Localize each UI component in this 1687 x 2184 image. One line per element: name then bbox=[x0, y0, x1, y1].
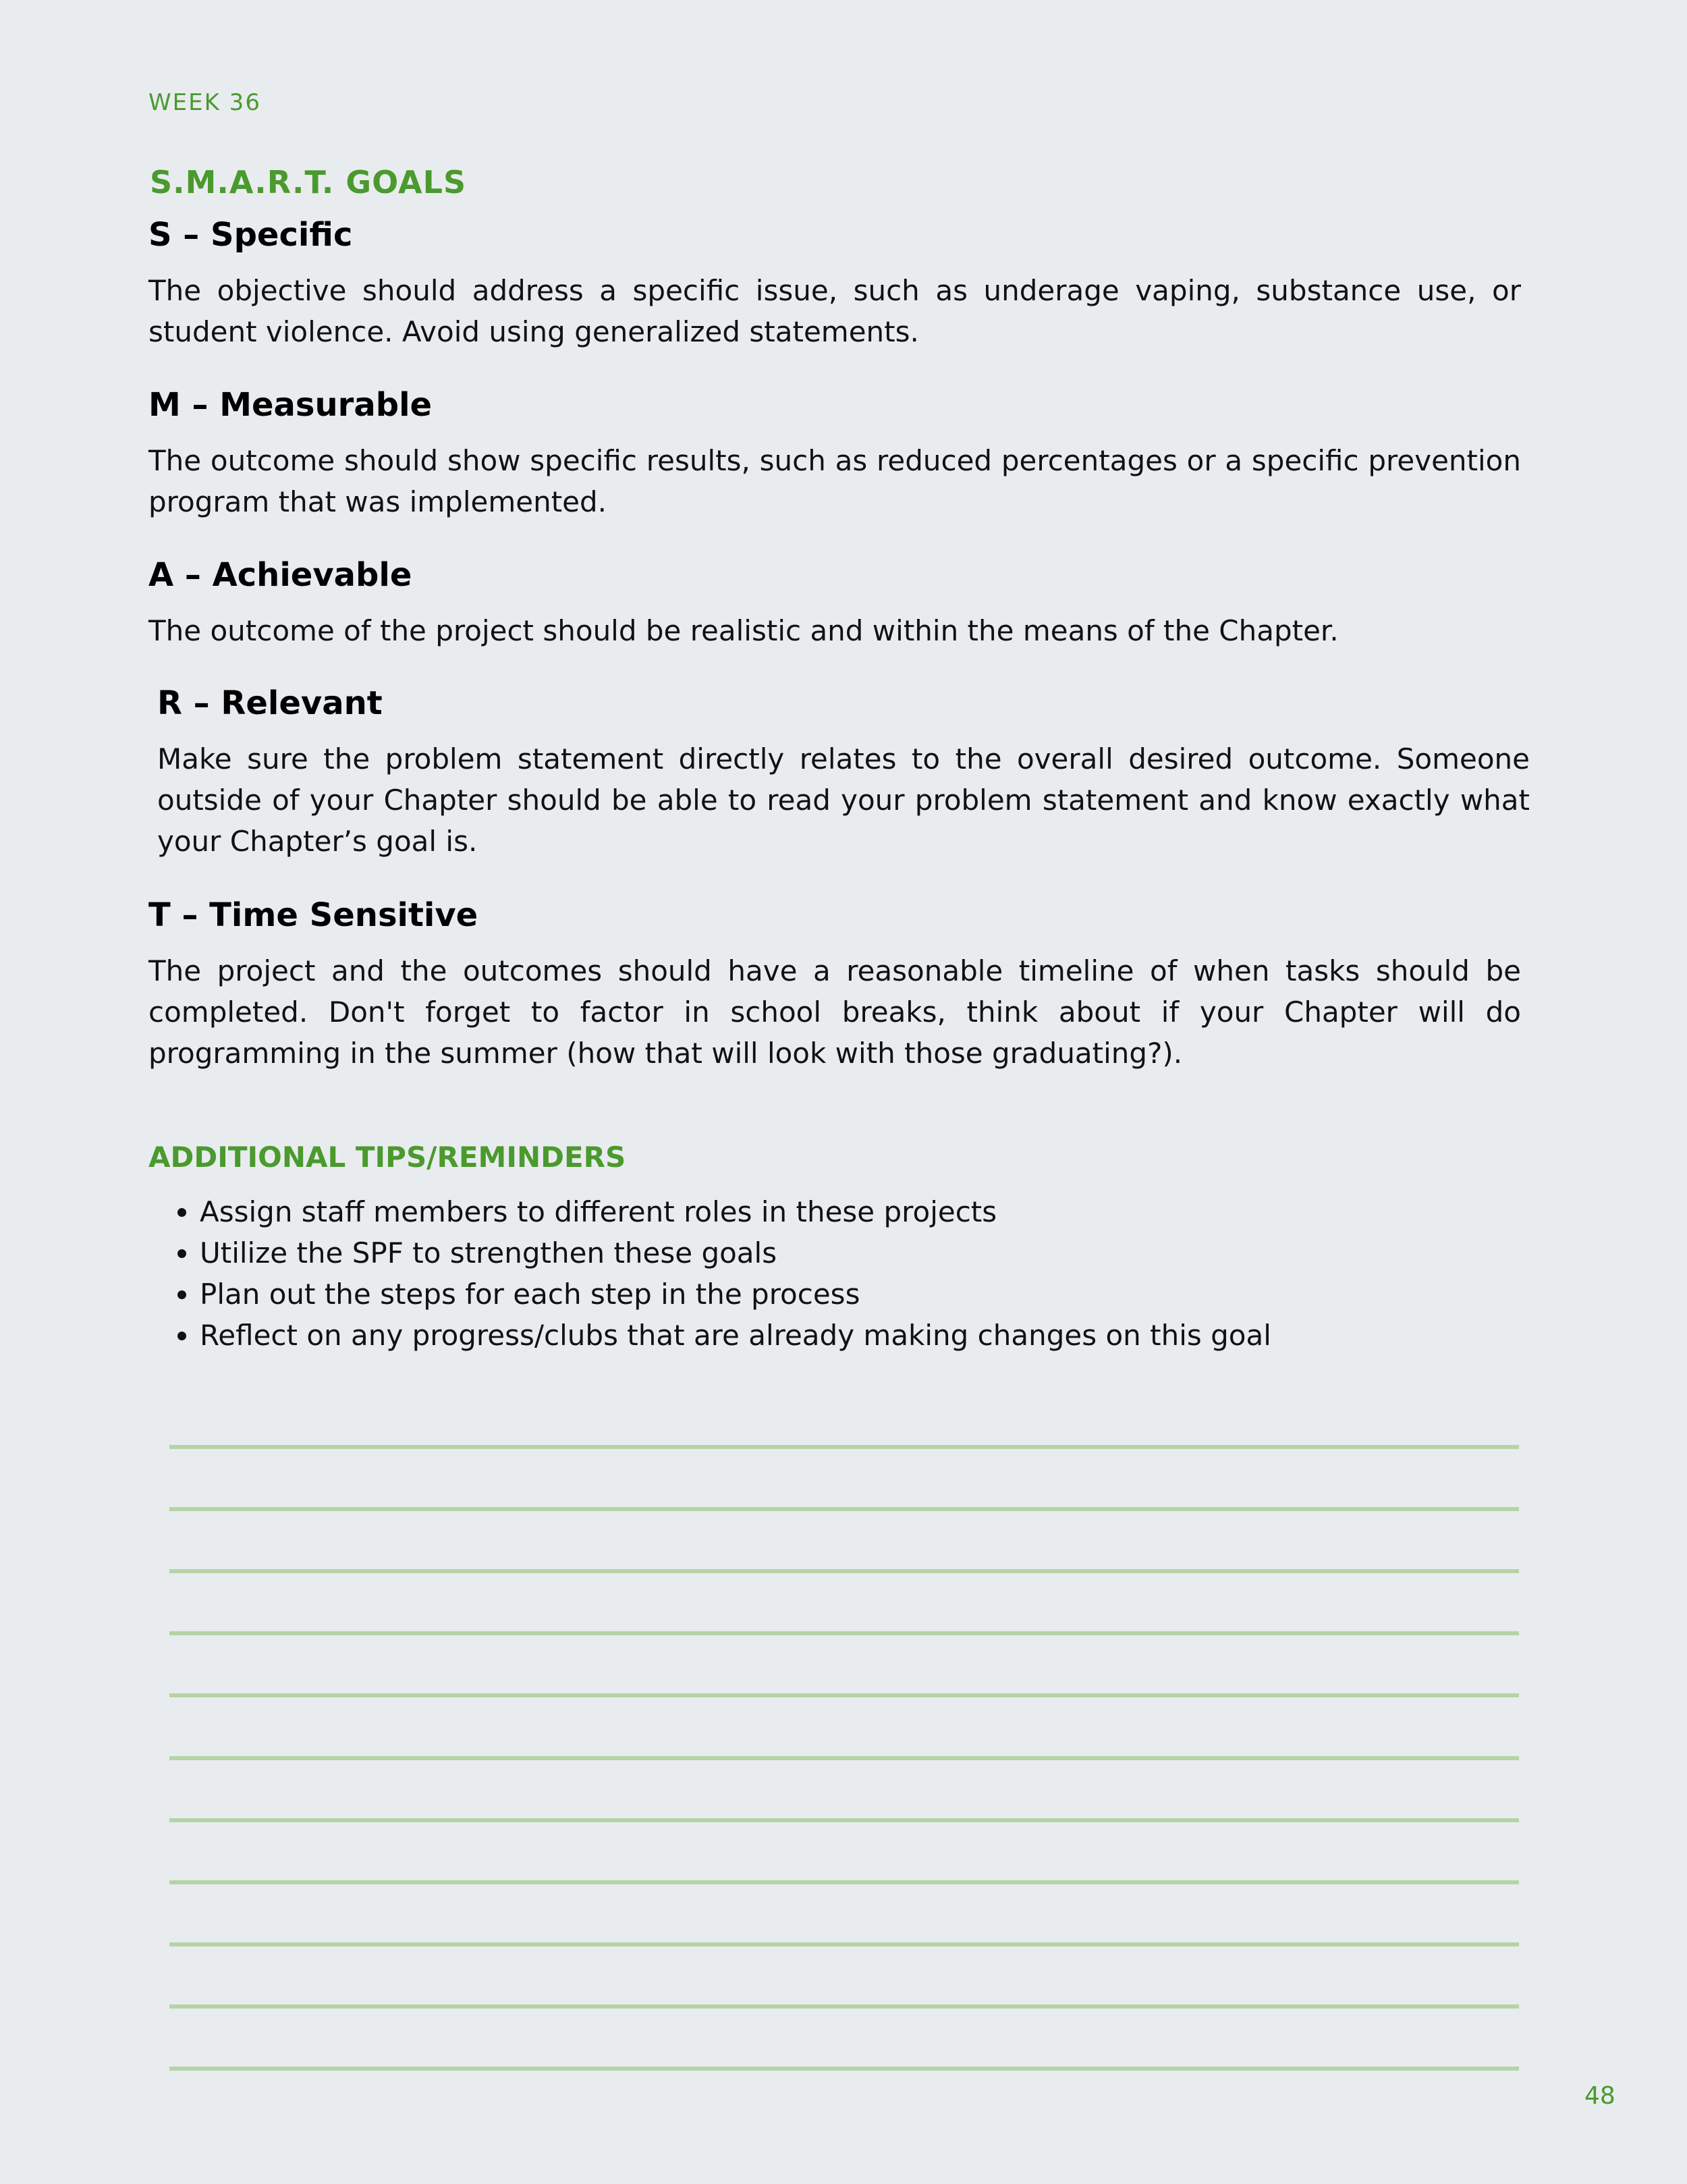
list-item: • Plan out the steps for each step in the process bbox=[200, 1274, 1549, 1315]
section-heading: M – Measurable bbox=[148, 386, 433, 424]
writing-line bbox=[169, 1507, 1519, 1511]
tips-heading: ADDITIONAL TIPS/REMINDERS bbox=[148, 1141, 626, 1174]
section-specific bbox=[148, 215, 1521, 352]
section-heading: T – Time Sensitive bbox=[148, 896, 478, 934]
list-item: • Assign staff members to different roles in these projects bbox=[200, 1191, 1549, 1232]
writing-line bbox=[169, 2004, 1519, 2009]
writing-line bbox=[169, 1445, 1519, 1449]
writing-line bbox=[169, 1569, 1519, 1573]
section-text: Make sure the problem statement directly relates to the overall desired outcome. Someone outside of your Chapter should be able to read your problem statement and know exactly what your Chapter’s goal is. bbox=[157, 742, 1530, 858]
writing-line bbox=[169, 2067, 1519, 2071]
page-title: S.M.A.R.T. GOALS bbox=[150, 164, 467, 200]
section-text: The outcome of the project should be realistic and within the means of the Chapter. bbox=[148, 614, 1339, 647]
page-number: 48 bbox=[1584, 2082, 1615, 2110]
section-text: The objective should address a specific issue, such as underage vaping, substance use, or student violence. Avoid using generalized statements. bbox=[148, 274, 1521, 348]
writing-line bbox=[169, 1880, 1519, 1884]
writing-line bbox=[169, 1942, 1519, 1946]
week-label: WEEK 36 bbox=[148, 89, 261, 116]
section-text: The outcome should show specific results, such as reduced percentages or a specific prevention program that was implemented. bbox=[148, 444, 1521, 518]
writing-line bbox=[169, 1631, 1519, 1635]
section-achievable bbox=[148, 555, 1521, 651]
tips-list bbox=[148, 1191, 1549, 1356]
section-heading: A – Achievable bbox=[148, 556, 412, 594]
list-item: • Reflect on any progress/clubs that are already making changes on this goal bbox=[200, 1315, 1549, 1356]
writing-line bbox=[169, 1756, 1519, 1760]
list-item: • Utilize the SPF to strengthen these goals bbox=[200, 1232, 1549, 1274]
section-time-sensitive bbox=[148, 895, 1521, 1074]
section-text: The project and the outcomes should have a reasonable timeline of when tasks should be completed. Don't forget to factor in school breaks, think about if your Chapter will do programming in the summer (how that will look with those graduating?). bbox=[148, 954, 1521, 1070]
section-relevant bbox=[157, 683, 1530, 862]
writing-line bbox=[169, 1693, 1519, 1697]
section-heading: S – Specific bbox=[148, 216, 353, 254]
section-measurable bbox=[148, 385, 1521, 522]
writing-line bbox=[169, 1818, 1519, 1822]
section-heading: R – Relevant bbox=[157, 684, 383, 722]
